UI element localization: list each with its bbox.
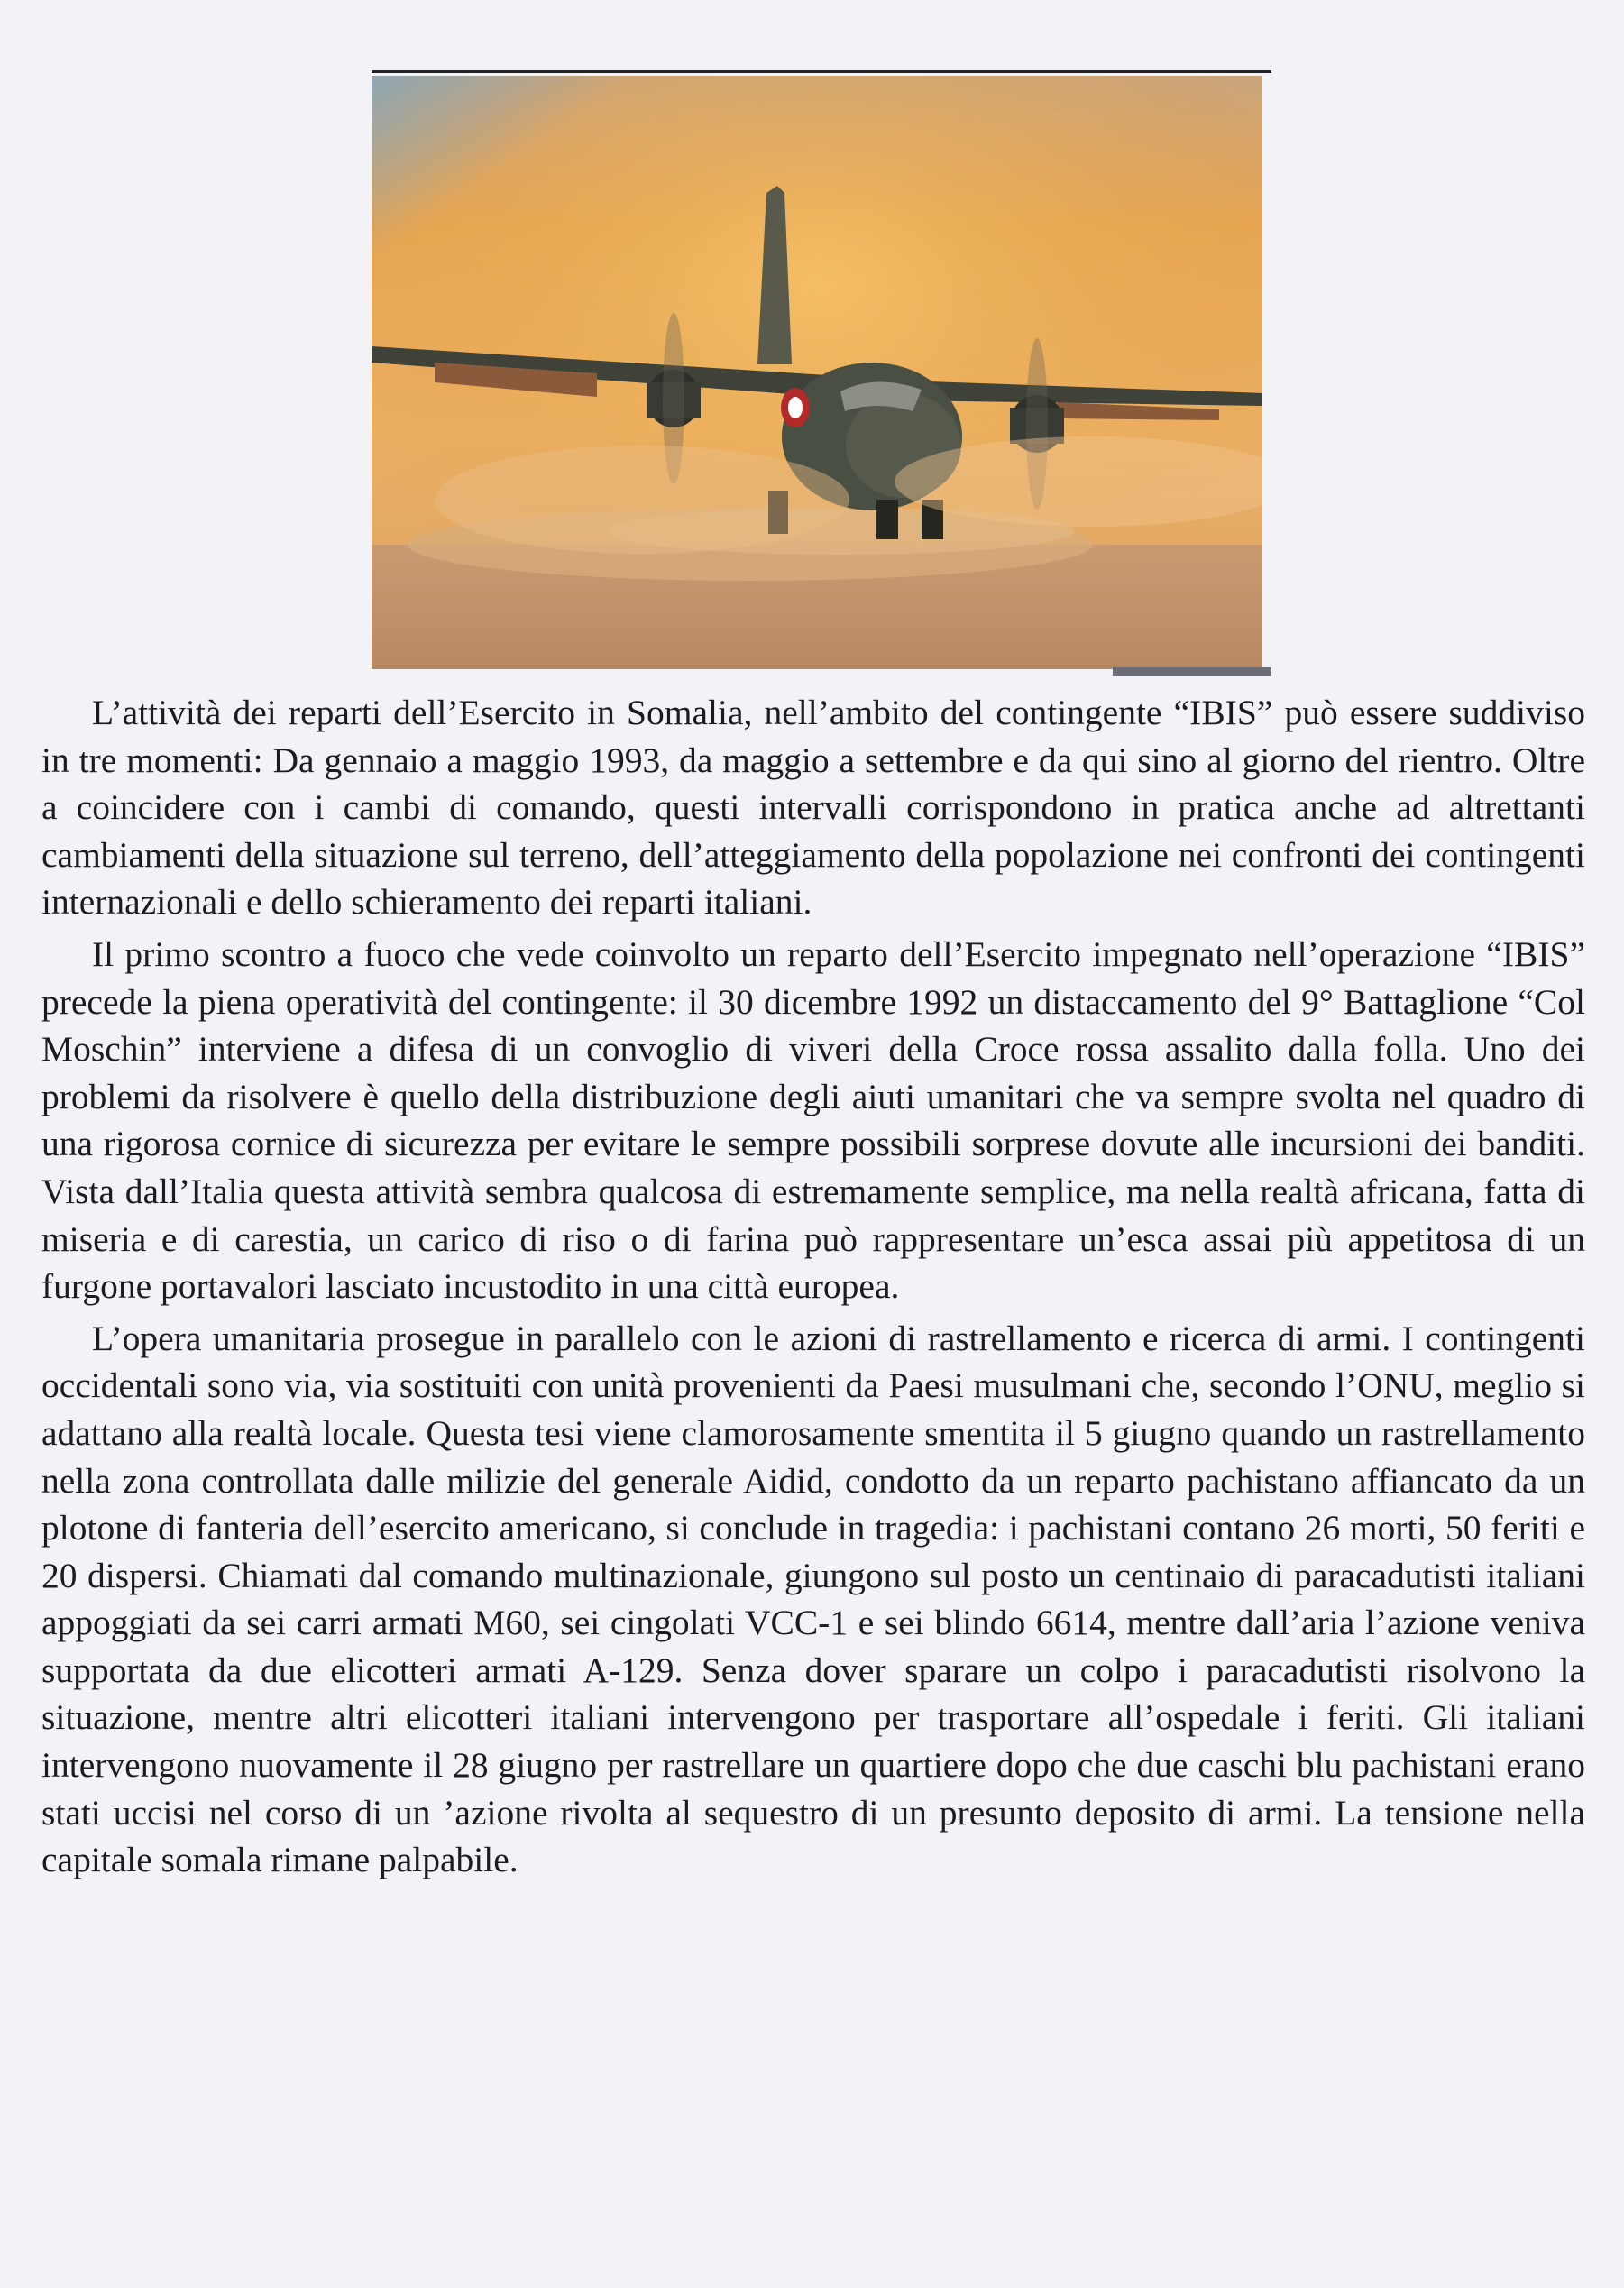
photo-top-rule xyxy=(372,70,1271,73)
paragraph-3: L’opera umanitaria prosegue in parallelo con le azioni di rastrellamento e ricerca di armi. I contingenti occidentali sono via, via sostituiti con unità provenienti da Paesi musulmani che, secondo l’ONU, meglio si adattano alla realtà locale. Questa tesi viene clamorosamente smentita il 5 giugno quando un rastrellamento nella zona controllata dalle milizie del generale Aidid, condotto da un reparto pachistano affiancato da un plotone di fanteria dell’esercito americano, si conclude in tragedia: i pachistani contano 26 morti, 50 feriti e 20 dispersi. Chiamati dal comando multinazionale, giungono sul posto un centinaio di paracadutisti italiani appoggiati da sei carri armati M60, sei cingolati VCC-1 e sei blindo 6614, mentre dall’aria l’azione veniva supportata da due elicotteri armati A-129. Senza dover sparare un colpo i paracadutisti risolvono la situazione, mentre altri elicotteri italiani intervengono per trasportare all’ospedale i feriti. Gli italiani intervengono nuovamente il 28 giugno per rastrellare un quartiere dopo che due caschi blu pachistani erano stati uccisi nel corso di un ’azione rivolta al sequestro di un presunto deposito di armi. La tensione nella capitale somala rimane palpabile. xyxy=(41,1318,1585,1880)
aircraft-photo xyxy=(372,76,1262,669)
article-body xyxy=(41,689,1585,1884)
paragraph-2: Il primo scontro a fuoco che vede coinvolto un reparto dell’Esercito impegnato nell’operazione “IBIS” precede la piena operatività del contingente: il 30 dicembre 1992 un distaccamento del 9° Battaglione “Col Moschin” interviene a difesa di un convoglio di viveri della Croce rossa assalito dalla folla. Uno dei problemi da risolvere è quello della distribuzione degli aiuti umanitari che va sempre svolta nel quadro di una rigorosa cornice di sicurezza per evitare le sempre possibili sorprese dovute alle incursioni dei banditi. Vista dall’Italia questa attività sembra qualcosa di estremamente semplice, ma nella realtà africana, fatta di miseria e di carestia, un carico di riso o di farina può rappresentare un’esca assai più appetitosa di un furgone portavalori lasciato incustodito in una città europea. xyxy=(41,933,1585,1307)
photo-corner-tab xyxy=(1113,667,1271,676)
aircraft-photo-frame xyxy=(372,70,1271,675)
paragraph-1: L’attività dei reparti dell’Esercito in Somalia, nell’ambito del contingente “IBIS” può essere suddiviso in tre momenti: Da gennaio a maggio 1993, da maggio a settembre e da qui sino al giorno del rientro. Oltre a coincidere con i cambi di comando, questi intervalli corrispondono in pratica anche ad altrettanti cambiamenti della situazione sul terreno, dell’atteggiamento della popolazione nei confronti dei contingenti internazionali e dello schieramento dei reparti italiani. xyxy=(41,693,1585,923)
aircraft-illustration xyxy=(372,76,1262,669)
